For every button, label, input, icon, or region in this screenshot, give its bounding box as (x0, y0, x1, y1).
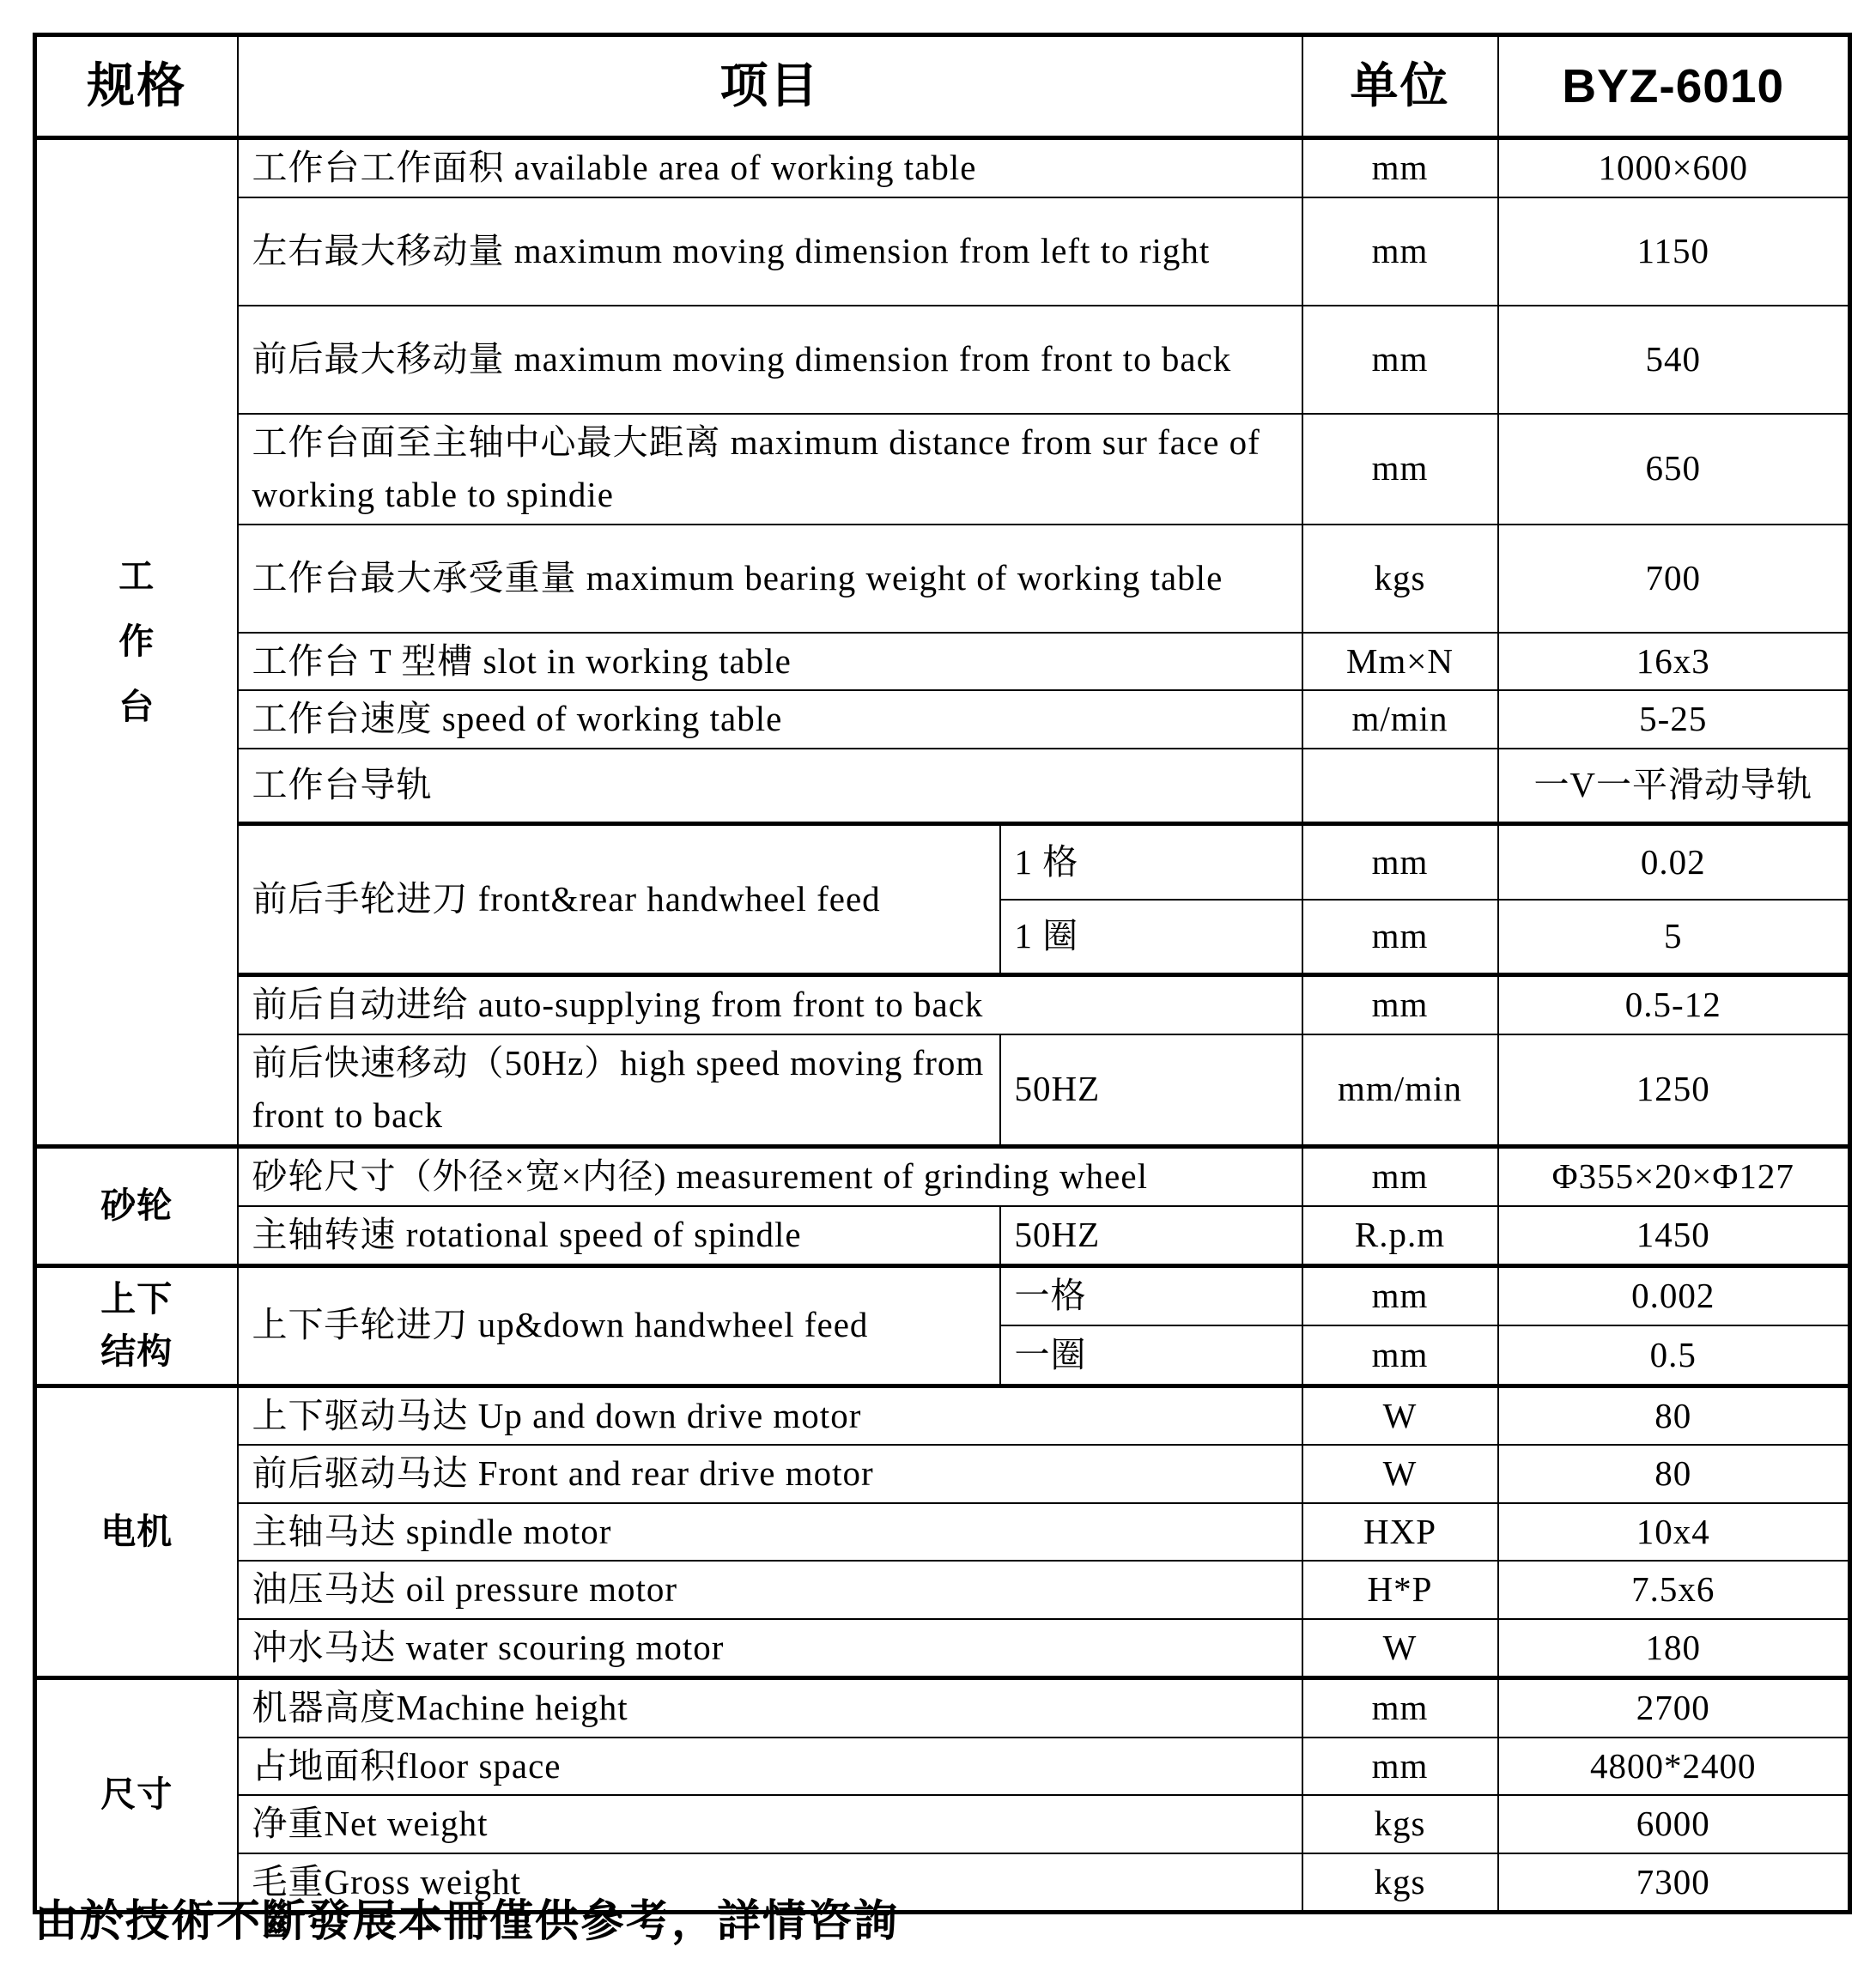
group-label-motor (35, 1386, 238, 1678)
item-cell: 左右最大移动量 maximum moving dimension from left to right (238, 197, 1302, 306)
table-row (35, 1206, 1850, 1265)
group-label-wheel (35, 1146, 238, 1265)
value-cell: 7.5x6 (1498, 1561, 1850, 1619)
value-cell: 0.5 (1498, 1325, 1850, 1386)
header-model: BYZ-6010 (1498, 35, 1850, 138)
unit-cell: mm (1302, 975, 1498, 1034)
footer-note: 由於技術不斷發展本冊僅供參考，詳情咨詢 (34, 1898, 900, 1946)
item-cell: 工作台工作面积 available area of working table (238, 138, 1302, 197)
unit-cell: mm (1302, 138, 1498, 197)
item-cell: 前后快速移动（50Hz）high speed moving from front to back (238, 1034, 1000, 1147)
item-cell: 工作台导轨 (238, 749, 1302, 824)
table-row (35, 1619, 1850, 1678)
item-cell: 上下手轮进刀 up&down handwheel feed (238, 1265, 1000, 1386)
value-cell: 10x4 (1498, 1503, 1850, 1562)
value-cell: 700 (1498, 525, 1850, 633)
unit-cell: W (1302, 1386, 1498, 1445)
table-row (35, 414, 1850, 525)
item-cell: 前后驱动马达 Front and rear drive motor (238, 1445, 1302, 1503)
value-cell: 5-25 (1498, 690, 1850, 749)
item-cell: 工作台 T 型槽 slot in working table (238, 633, 1302, 691)
unit-cell (1302, 749, 1498, 824)
value-cell: 1250 (1498, 1034, 1850, 1147)
table-row (35, 1386, 1850, 1445)
item-cell: 冲水马达 water scouring motor (238, 1619, 1302, 1678)
item-cell: 砂轮尺寸（外径×宽×内径) measurement of grinding wheel (238, 1146, 1302, 1206)
group-label-updown (35, 1265, 238, 1386)
unit-cell: mm (1302, 900, 1498, 975)
table-row (35, 1265, 1850, 1325)
value-cell: 80 (1498, 1386, 1850, 1445)
value-cell: 1000×600 (1498, 138, 1850, 197)
spec-table (33, 33, 1852, 1914)
group-label-size (35, 1678, 238, 1913)
item-cell: 前后手轮进刀 front&rear handwheel feed (238, 824, 1000, 975)
header-item: 项目 (238, 35, 1302, 138)
header-spec: 规格 (35, 35, 238, 138)
table-row (35, 633, 1850, 691)
table-row (35, 197, 1850, 306)
unit-cell: W (1302, 1445, 1498, 1503)
table-row (35, 1146, 1850, 1206)
table-row (35, 1561, 1850, 1619)
unit-cell: mm (1302, 1265, 1498, 1325)
item-cell: 占地面积floor space (238, 1738, 1302, 1796)
unit-cell: HXP (1302, 1503, 1498, 1562)
value-cell: 1450 (1498, 1206, 1850, 1265)
unit-cell: kgs (1302, 525, 1498, 633)
value-cell: 0.02 (1498, 824, 1850, 900)
unit-cell: mm (1302, 414, 1498, 525)
group-label-updown-text: 上下结构 (100, 1278, 173, 1371)
sub-item-cell: 一格 (1000, 1265, 1302, 1325)
value-cell: 1150 (1498, 197, 1850, 306)
value-cell: 540 (1498, 306, 1850, 414)
unit-cell: m/min (1302, 690, 1498, 749)
table-row (35, 138, 1850, 197)
table-row (35, 306, 1850, 414)
table-row (35, 1503, 1850, 1562)
item-cell: 机器高度Machine height (238, 1678, 1302, 1738)
unit-cell: mm (1302, 1738, 1498, 1796)
table-row (35, 824, 1850, 900)
unit-cell: R.p.m (1302, 1206, 1498, 1265)
item-cell: 工作台面至主轴中心最大距离 maximum distance from sur face of working table to spindie (238, 414, 1302, 525)
table-row (35, 1795, 1850, 1853)
unit-cell: mm (1302, 1146, 1498, 1206)
value-cell: 4800*2400 (1498, 1738, 1850, 1796)
item-cell: 前后最大移动量 maximum moving dimension from front to back (238, 306, 1302, 414)
unit-cell: kgs (1302, 1795, 1498, 1853)
unit-cell: mm (1302, 306, 1498, 414)
group-label-motor-text: 电机 (100, 1511, 173, 1551)
item-cell: 上下驱动马达 Up and down drive motor (238, 1386, 1302, 1445)
sub-item-cell: 50HZ (1000, 1206, 1302, 1265)
item-cell: 主轴转速 rotational speed of spindle (238, 1206, 1000, 1265)
value-cell: 0.002 (1498, 1265, 1850, 1325)
item-cell: 油压马达 oil pressure motor (238, 1561, 1302, 1619)
sub-item-cell: 1 格 (1000, 824, 1302, 900)
table-header-row (35, 35, 1850, 138)
table-row (35, 690, 1850, 749)
item-cell: 净重Net weight (238, 1795, 1302, 1853)
value-cell: 6000 (1498, 1795, 1850, 1853)
table-row (35, 525, 1850, 633)
unit-cell: mm (1302, 1678, 1498, 1738)
unit-cell: H*P (1302, 1561, 1498, 1619)
item-cell: 毛重Gross weight (238, 1853, 1302, 1913)
table-row (35, 1738, 1850, 1796)
value-cell: 650 (1498, 414, 1850, 525)
table-row (35, 1678, 1850, 1738)
sub-item-cell: 50HZ (1000, 1034, 1302, 1147)
sub-item-cell: 一圈 (1000, 1325, 1302, 1386)
unit-cell: kgs (1302, 1853, 1498, 1913)
value-cell: 2700 (1498, 1678, 1850, 1738)
value-cell: 180 (1498, 1619, 1850, 1678)
unit-cell: W (1302, 1619, 1498, 1678)
value-cell: Φ355×20×Φ127 (1498, 1146, 1850, 1206)
group-label-worktable (35, 138, 238, 1147)
unit-cell: Mm×N (1302, 633, 1498, 691)
group-label-wheel-text: 砂轮 (100, 1185, 173, 1225)
value-cell: 16x3 (1498, 633, 1850, 691)
value-cell: 80 (1498, 1445, 1850, 1503)
value-cell: 5 (1498, 900, 1850, 975)
unit-cell: mm (1302, 197, 1498, 306)
item-cell: 工作台最大承受重量 maximum bearing weight of working table (238, 525, 1302, 633)
item-cell: 工作台速度 speed of working table (238, 690, 1302, 749)
header-unit: 单位 (1302, 35, 1498, 138)
unit-cell: mm/min (1302, 1034, 1498, 1147)
group-label-worktable-text: 工作台 (118, 555, 155, 726)
table-row (35, 1034, 1850, 1147)
table-row (35, 975, 1850, 1034)
value-cell: 0.5-12 (1498, 975, 1850, 1034)
item-cell: 前后自动进给 auto-supplying from front to back (238, 975, 1302, 1034)
value-cell: 一V一平滑动导轨 (1498, 749, 1850, 824)
value-cell: 7300 (1498, 1853, 1850, 1913)
table-row (35, 1445, 1850, 1503)
unit-cell: mm (1302, 1325, 1498, 1386)
item-cell: 主轴马达 spindle motor (238, 1503, 1302, 1562)
group-label-size-text: 尺寸 (100, 1774, 173, 1815)
sub-item-cell: 1 圈 (1000, 900, 1302, 975)
unit-cell: mm (1302, 824, 1498, 900)
table-row (35, 749, 1850, 824)
